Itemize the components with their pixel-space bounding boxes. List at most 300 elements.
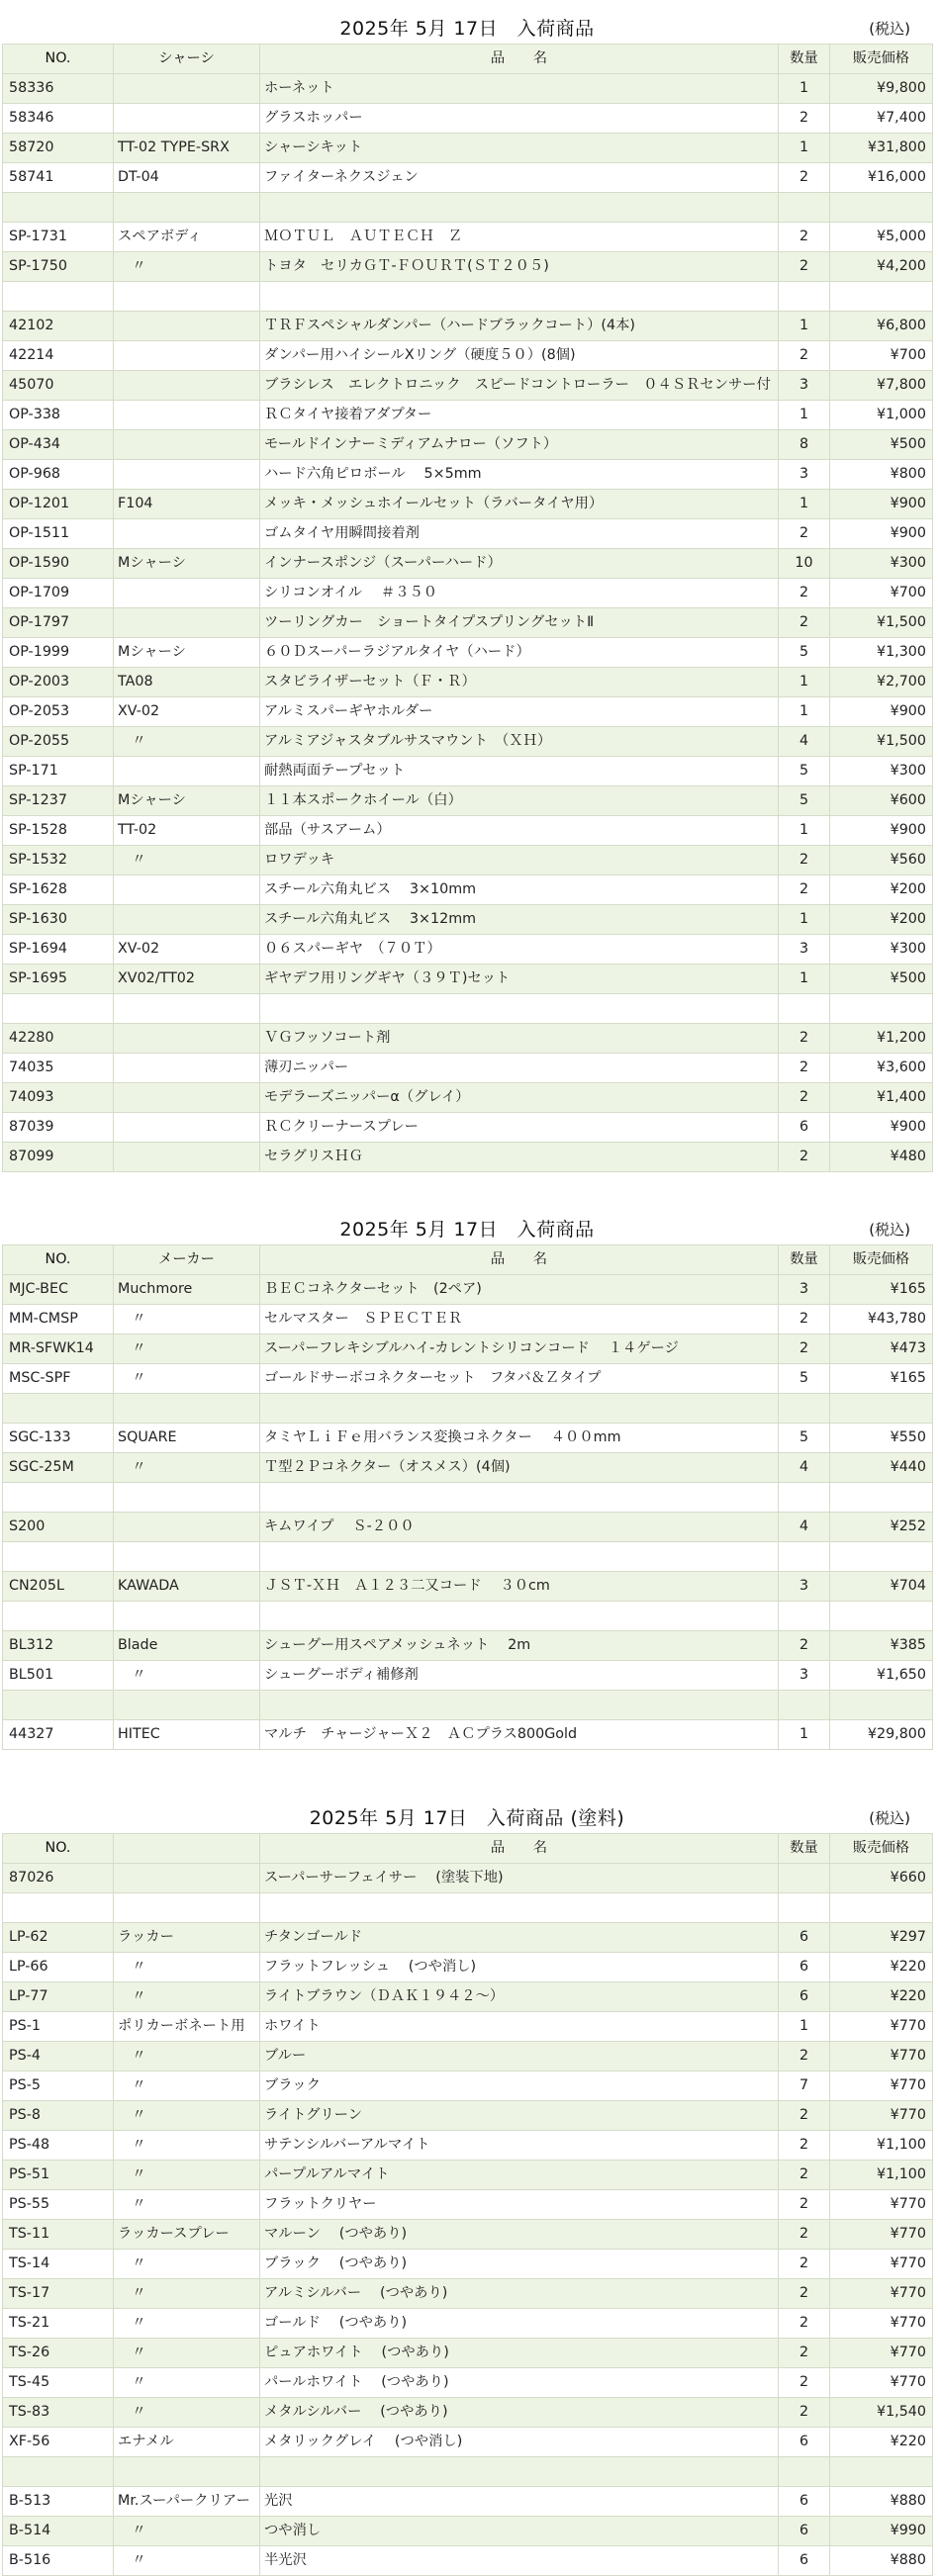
- product-number-cell: OP-338: [3, 401, 114, 430]
- table-row: [3, 2368, 933, 2398]
- product-number-cell: [3, 1483, 114, 1513]
- product-number-cell: SP-1750: [3, 252, 114, 282]
- product-number-cell: TS-26: [3, 2339, 114, 2368]
- category-cell: [114, 875, 260, 905]
- price-cell: ¥770: [830, 2339, 933, 2368]
- product-name-cell: [260, 1893, 779, 1923]
- product-name-cell: アルミシルバー (つやあり): [260, 2279, 779, 2309]
- product-name-cell: ＴＲＦスペシャルダンパー（ハードブラックコート）(4本): [260, 312, 779, 341]
- price-cell: ¥770: [830, 2250, 933, 2279]
- table-row: [3, 341, 933, 371]
- quantity-cell: 2: [779, 2250, 830, 2279]
- quantity-cell: 6: [779, 1113, 830, 1143]
- price-cell: ¥200: [830, 875, 933, 905]
- price-cell: ¥3,600: [830, 1054, 933, 1083]
- product-name-cell: ブラック (つやあり): [260, 2250, 779, 2279]
- product-number-cell: OP-2055: [3, 727, 114, 757]
- table-row: [3, 104, 933, 134]
- category-cell: [114, 579, 260, 608]
- table-row: [3, 2517, 933, 2546]
- table-row: [3, 371, 933, 401]
- table-row: [3, 1453, 933, 1483]
- product-number-cell: 58336: [3, 74, 114, 104]
- table-row: [3, 1631, 933, 1661]
- column-header-price: 販売価格: [830, 1245, 933, 1275]
- category-cell: 〃: [114, 727, 260, 757]
- table-row: [3, 846, 933, 875]
- table-row: [3, 1864, 933, 1893]
- product-number-cell: OP-1201: [3, 490, 114, 519]
- quantity-cell: 1: [779, 1720, 830, 1750]
- category-cell: [114, 430, 260, 460]
- category-cell: 〃: [114, 2131, 260, 2161]
- product-number-cell: SP-1628: [3, 875, 114, 905]
- table-row: [3, 1953, 933, 1982]
- quantity-cell: 6: [779, 2428, 830, 2457]
- table-row: [3, 1602, 933, 1631]
- quantity-cell: 10: [779, 549, 830, 579]
- category-cell: ラッカースプレー: [114, 2220, 260, 2250]
- quantity-cell: 5: [779, 757, 830, 786]
- product-number-cell: 45070: [3, 371, 114, 401]
- product-number-cell: SP-1528: [3, 816, 114, 846]
- table-row: [3, 697, 933, 727]
- price-cell: ¥1,100: [830, 2131, 933, 2161]
- quantity-cell: 2: [779, 1083, 830, 1113]
- product-name-cell: [260, 1691, 779, 1720]
- product-number-cell: OP-434: [3, 430, 114, 460]
- price-cell: ¥770: [830, 2071, 933, 2101]
- category-cell: XV02/TT02: [114, 965, 260, 994]
- product-name-cell: メタリックグレイ (つや消し): [260, 2428, 779, 2457]
- table-row: [3, 1113, 933, 1143]
- table-row: [3, 312, 933, 341]
- category-cell: TA08: [114, 668, 260, 697]
- category-cell: 〃: [114, 2339, 260, 2368]
- product-number-cell: SP-1731: [3, 223, 114, 252]
- product-name-cell: シャーシキット: [260, 134, 779, 163]
- product-number-cell: [3, 994, 114, 1024]
- table-row: [3, 490, 933, 519]
- product-name-cell: ゴムタイヤ用瞬間接着剤: [260, 519, 779, 549]
- product-name-cell: インナースポンジ（スーパーハード）: [260, 549, 779, 579]
- price-cell: ¥165: [830, 1275, 933, 1305]
- category-cell: 〃: [114, 1305, 260, 1334]
- product-number-cell: B-513: [3, 2487, 114, 2517]
- product-number-cell: PS-4: [3, 2042, 114, 2071]
- section-title: 2025年 5月 17日 入荷商品 (塗料): [309, 1807, 625, 1829]
- quantity-cell: 2: [779, 2279, 830, 2309]
- product-name-cell: アルミアジャスタブルサスマウント （ＸＨ）: [260, 727, 779, 757]
- quantity-cell: 2: [779, 1631, 830, 1661]
- table-row: [3, 2220, 933, 2250]
- category-cell: [114, 905, 260, 935]
- table-row: [3, 1542, 933, 1572]
- product-name-cell: スタビライザーセット（Ｆ・Ｒ）: [260, 668, 779, 697]
- quantity-cell: 7: [779, 2071, 830, 2101]
- product-table: [2, 1833, 933, 2576]
- quantity-cell: 2: [779, 2131, 830, 2161]
- quantity-cell: 1: [779, 490, 830, 519]
- table-row: [3, 2250, 933, 2279]
- product-number-cell: LP-66: [3, 1953, 114, 1982]
- product-name-cell: パープルアルマイト: [260, 2161, 779, 2190]
- category-cell: Muchmore: [114, 1275, 260, 1305]
- category-cell: TT-02 TYPE-SRX: [114, 134, 260, 163]
- product-name-cell: スチール六角丸ビス 3×10mm: [260, 875, 779, 905]
- price-cell: ¥200: [830, 905, 933, 935]
- product-name-cell: [260, 1542, 779, 1572]
- quantity-cell: 2: [779, 519, 830, 549]
- quantity-cell: [779, 1483, 830, 1513]
- price-cell: ¥770: [830, 2012, 933, 2042]
- product-table: [2, 1244, 933, 1750]
- category-cell: Mr.スーパークリアー: [114, 2487, 260, 2517]
- product-number-cell: [3, 282, 114, 312]
- category-cell: SQUARE: [114, 1424, 260, 1453]
- category-cell: [114, 74, 260, 104]
- price-cell: [830, 1483, 933, 1513]
- category-cell: [114, 1864, 260, 1893]
- product-number-cell: 42214: [3, 341, 114, 371]
- table-row: [3, 2398, 933, 2428]
- product-name-cell: シューグー用スペアメッシュネット 2m: [260, 1631, 779, 1661]
- price-cell: [830, 193, 933, 223]
- quantity-cell: [779, 1691, 830, 1720]
- category-cell: [114, 1054, 260, 1083]
- product-name-cell: ロワデッキ: [260, 846, 779, 875]
- table-row: [3, 2042, 933, 2071]
- price-cell: ¥1,650: [830, 1661, 933, 1691]
- quantity-cell: 1: [779, 816, 830, 846]
- category-cell: [114, 994, 260, 1024]
- quantity-cell: 2: [779, 2101, 830, 2131]
- product-name-cell: ブラシレス エレクトロニック スピードコントローラー ０４ＳＲセンサー付: [260, 371, 779, 401]
- product-number-cell: TS-83: [3, 2398, 114, 2428]
- price-cell: ¥5,000: [830, 223, 933, 252]
- category-cell: [114, 312, 260, 341]
- table-row: [3, 163, 933, 193]
- product-number-cell: [3, 1893, 114, 1923]
- product-number-cell: OP-1511: [3, 519, 114, 549]
- product-number-cell: PS-5: [3, 2071, 114, 2101]
- table-row: [3, 1720, 933, 1750]
- quantity-cell: 6: [779, 2546, 830, 2576]
- category-cell: [114, 2457, 260, 2487]
- category-cell: TT-02: [114, 816, 260, 846]
- product-number-cell: PS-51: [3, 2161, 114, 2190]
- category-cell: 〃: [114, 2546, 260, 2576]
- category-cell: [114, 519, 260, 549]
- quantity-cell: 4: [779, 727, 830, 757]
- quantity-cell: 2: [779, 2309, 830, 2339]
- price-cell: ¥7,400: [830, 104, 933, 134]
- price-cell: ¥2,700: [830, 668, 933, 697]
- category-cell: XV-02: [114, 697, 260, 727]
- product-name-cell: ツーリングカー ショートタイプスプリングセットⅡ: [260, 608, 779, 638]
- product-name-cell: ブラック: [260, 2071, 779, 2101]
- price-cell: ¥9,800: [830, 74, 933, 104]
- quantity-cell: 5: [779, 638, 830, 668]
- product-name-cell: ハード六角ピロボール 5×5mm: [260, 460, 779, 490]
- product-number-cell: BL312: [3, 1631, 114, 1661]
- table-row: [3, 905, 933, 935]
- product-name-cell: アルミスパーギヤホルダー: [260, 697, 779, 727]
- price-cell: ¥700: [830, 579, 933, 608]
- price-cell: [830, 994, 933, 1024]
- product-name-cell: ホーネット: [260, 74, 779, 104]
- product-name-cell: モールドインナーミディアムナロー（ソフト）: [260, 430, 779, 460]
- table-row: [3, 2012, 933, 2042]
- quantity-cell: 2: [779, 608, 830, 638]
- category-cell: [114, 1483, 260, 1513]
- column-header-price: 販売価格: [830, 45, 933, 74]
- quantity-cell: 3: [779, 371, 830, 401]
- column-header-category: [114, 1834, 260, 1864]
- product-name-cell: マルーン (つやあり): [260, 2220, 779, 2250]
- price-cell: ¥1,100: [830, 2161, 933, 2190]
- table-row: [3, 252, 933, 282]
- tax-included-note: (税込): [869, 1809, 910, 1827]
- price-cell: ¥220: [830, 1953, 933, 1982]
- product-name-cell: [260, 994, 779, 1024]
- table-row: [3, 1305, 933, 1334]
- column-header-quantity: 数量: [779, 45, 830, 74]
- quantity-cell: 4: [779, 1513, 830, 1542]
- quantity-cell: 6: [779, 1923, 830, 1953]
- product-number-cell: PS-8: [3, 2101, 114, 2131]
- quantity-cell: 1: [779, 668, 830, 697]
- product-number-cell: 74035: [3, 1054, 114, 1083]
- category-cell: スペアボディ: [114, 223, 260, 252]
- product-name-cell: サテンシルバーアルマイト: [260, 2131, 779, 2161]
- section-header: [2, 0, 932, 44]
- product-name-cell: セルマスター ＳＰＥＣＴＥＲ: [260, 1305, 779, 1334]
- product-name-cell: シリコンオイル ＃３５０: [260, 579, 779, 608]
- quantity-cell: 3: [779, 1661, 830, 1691]
- quantity-cell: 6: [779, 1953, 830, 1982]
- table-header-row: [3, 1245, 933, 1275]
- tax-included-note: (税込): [869, 1221, 910, 1239]
- price-cell: ¥16,000: [830, 163, 933, 193]
- product-name-cell: ブルー: [260, 2042, 779, 2071]
- quantity-cell: 6: [779, 1982, 830, 2012]
- table-row: [3, 1572, 933, 1602]
- price-cell: ¥440: [830, 1453, 933, 1483]
- quantity-cell: 1: [779, 905, 830, 935]
- category-cell: [114, 341, 260, 371]
- product-number-cell: [3, 1691, 114, 1720]
- table-row: [3, 223, 933, 252]
- product-number-cell: SP-1237: [3, 786, 114, 816]
- quantity-cell: 2: [779, 252, 830, 282]
- price-cell: ¥880: [830, 2546, 933, 2576]
- product-number-cell: OP-1999: [3, 638, 114, 668]
- quantity-cell: 3: [779, 935, 830, 965]
- category-cell: 〃: [114, 1364, 260, 1394]
- table-row: [3, 1923, 933, 1953]
- product-name-cell: 部品（サスアーム）: [260, 816, 779, 846]
- category-cell: エナメル: [114, 2428, 260, 2457]
- product-number-cell: SP-171: [3, 757, 114, 786]
- table-row: [3, 1334, 933, 1364]
- category-cell: [114, 1513, 260, 1542]
- quantity-cell: 3: [779, 1572, 830, 1602]
- product-name-cell: メッキ・メッシュホイールセット（ラバータイヤ用）: [260, 490, 779, 519]
- product-number-cell: LP-62: [3, 1923, 114, 1953]
- product-name-cell: [260, 1602, 779, 1631]
- table-row: [3, 875, 933, 905]
- quantity-cell: 2: [779, 104, 830, 134]
- category-cell: [114, 757, 260, 786]
- product-number-cell: 44327: [3, 1720, 114, 1750]
- product-number-cell: 87026: [3, 1864, 114, 1893]
- table-row: [3, 134, 933, 163]
- product-name-cell: ライトグリーン: [260, 2101, 779, 2131]
- product-number-cell: 58346: [3, 104, 114, 134]
- column-header-product-name: 品 名: [260, 1834, 779, 1864]
- product-name-cell: モデラーズニッパーα（グレイ）: [260, 1083, 779, 1113]
- category-cell: DT-04: [114, 163, 260, 193]
- price-cell: ¥700: [830, 341, 933, 371]
- quantity-cell: 2: [779, 579, 830, 608]
- product-name-cell: ＲＣクリーナースプレー: [260, 1113, 779, 1143]
- table-row: [3, 816, 933, 846]
- product-table: [2, 44, 933, 1172]
- product-name-cell: １１本スポークホイール（白）: [260, 786, 779, 816]
- table-row: [3, 2546, 933, 2576]
- quantity-cell: [779, 193, 830, 223]
- product-number-cell: MM-CMSP: [3, 1305, 114, 1334]
- price-cell: ¥560: [830, 846, 933, 875]
- table-row: [3, 2190, 933, 2220]
- category-cell: 〃: [114, 2368, 260, 2398]
- price-cell: ¥900: [830, 519, 933, 549]
- product-number-cell: OP-1797: [3, 608, 114, 638]
- table-header-row: [3, 1834, 933, 1864]
- category-cell: [114, 104, 260, 134]
- price-cell: ¥252: [830, 1513, 933, 1542]
- product-name-cell: タミヤＬｉＦｅ用バランス変換コネクター ４００mm: [260, 1424, 779, 1453]
- product-number-cell: 42280: [3, 1024, 114, 1054]
- category-cell: 〃: [114, 2190, 260, 2220]
- price-cell: ¥31,800: [830, 134, 933, 163]
- product-number-cell: PS-55: [3, 2190, 114, 2220]
- product-number-cell: TS-21: [3, 2309, 114, 2339]
- price-cell: ¥900: [830, 697, 933, 727]
- table-row: [3, 727, 933, 757]
- category-cell: Mシャーシ: [114, 638, 260, 668]
- table-row: [3, 786, 933, 816]
- product-name-cell: 半光沢: [260, 2546, 779, 2576]
- category-cell: [114, 193, 260, 223]
- column-header-product-number: NO.: [3, 45, 114, 74]
- product-name-cell: つや消し: [260, 2517, 779, 2546]
- product-number-cell: 42102: [3, 312, 114, 341]
- table-row: [3, 1143, 933, 1172]
- product-number-cell: SP-1532: [3, 846, 114, 875]
- product-number-cell: 58720: [3, 134, 114, 163]
- inventory-section: [2, 0, 932, 1172]
- quantity-cell: 3: [779, 1275, 830, 1305]
- column-header-category: シャーシ: [114, 45, 260, 74]
- product-name-cell: ピュアホワイト (つやあり): [260, 2339, 779, 2368]
- product-name-cell: ＢＥＣコネクターセット (2ペア): [260, 1275, 779, 1305]
- category-cell: KAWADA: [114, 1572, 260, 1602]
- price-cell: ¥300: [830, 549, 933, 579]
- price-cell: ¥660: [830, 1864, 933, 1893]
- product-name-cell: ギヤデフ用リングギヤ（３９Ｔ)セット: [260, 965, 779, 994]
- table-row: [3, 2487, 933, 2517]
- category-cell: 〃: [114, 2517, 260, 2546]
- table-row: [3, 460, 933, 490]
- category-cell: 〃: [114, 1661, 260, 1691]
- category-cell: Blade: [114, 1631, 260, 1661]
- quantity-cell: [779, 1394, 830, 1424]
- category-cell: Mシャーシ: [114, 786, 260, 816]
- category-cell: [114, 371, 260, 401]
- category-cell: ポリカーボネート用: [114, 2012, 260, 2042]
- quantity-cell: 8: [779, 430, 830, 460]
- product-number-cell: LP-77: [3, 1982, 114, 2012]
- price-cell: ¥770: [830, 2190, 933, 2220]
- quantity-cell: 2: [779, 2190, 830, 2220]
- product-name-cell: Ｔ型２Ｐコネクター（オスメス）(4個): [260, 1453, 779, 1483]
- quantity-cell: [779, 994, 830, 1024]
- table-row: [3, 1513, 933, 1542]
- category-cell: [114, 282, 260, 312]
- category-cell: [114, 1394, 260, 1424]
- price-cell: ¥1,540: [830, 2398, 933, 2428]
- product-number-cell: PS-48: [3, 2131, 114, 2161]
- quantity-cell: 1: [779, 312, 830, 341]
- quantity-cell: 6: [779, 2487, 830, 2517]
- product-number-cell: MR-SFWK14: [3, 1334, 114, 1364]
- quantity-cell: 5: [779, 1424, 830, 1453]
- category-cell: HITEC: [114, 1720, 260, 1750]
- column-header-quantity: 数量: [779, 1245, 830, 1275]
- category-cell: F104: [114, 490, 260, 519]
- price-cell: [830, 1602, 933, 1631]
- price-cell: ¥900: [830, 490, 933, 519]
- product-name-cell: ライトブラウン（ＤＡＫ１９４２～）: [260, 1982, 779, 2012]
- product-name-cell: スーパーサーフェイサー (塗装下地): [260, 1864, 779, 1893]
- category-cell: [114, 608, 260, 638]
- category-cell: 〃: [114, 2398, 260, 2428]
- product-name-cell: マルチ チャージャーＸ２ ＡＣプラス800Gold: [260, 1720, 779, 1750]
- product-number-cell: SP-1694: [3, 935, 114, 965]
- category-cell: 〃: [114, 2042, 260, 2071]
- table-row: [3, 1424, 933, 1453]
- price-cell: ¥480: [830, 1143, 933, 1172]
- category-cell: 〃: [114, 1953, 260, 1982]
- product-number-cell: OP-968: [3, 460, 114, 490]
- product-number-cell: OP-2053: [3, 697, 114, 727]
- price-cell: [830, 2457, 933, 2487]
- price-cell: ¥1,400: [830, 1083, 933, 1113]
- table-row: [3, 282, 933, 312]
- table-row: [3, 757, 933, 786]
- table-row: [3, 2161, 933, 2190]
- quantity-cell: [779, 1864, 830, 1893]
- price-cell: ¥300: [830, 935, 933, 965]
- product-number-cell: 87099: [3, 1143, 114, 1172]
- category-cell: 〃: [114, 1453, 260, 1483]
- product-number-cell: MJC-BEC: [3, 1275, 114, 1305]
- product-number-cell: TS-11: [3, 2220, 114, 2250]
- quantity-cell: 2: [779, 1024, 830, 1054]
- product-name-cell: [260, 1483, 779, 1513]
